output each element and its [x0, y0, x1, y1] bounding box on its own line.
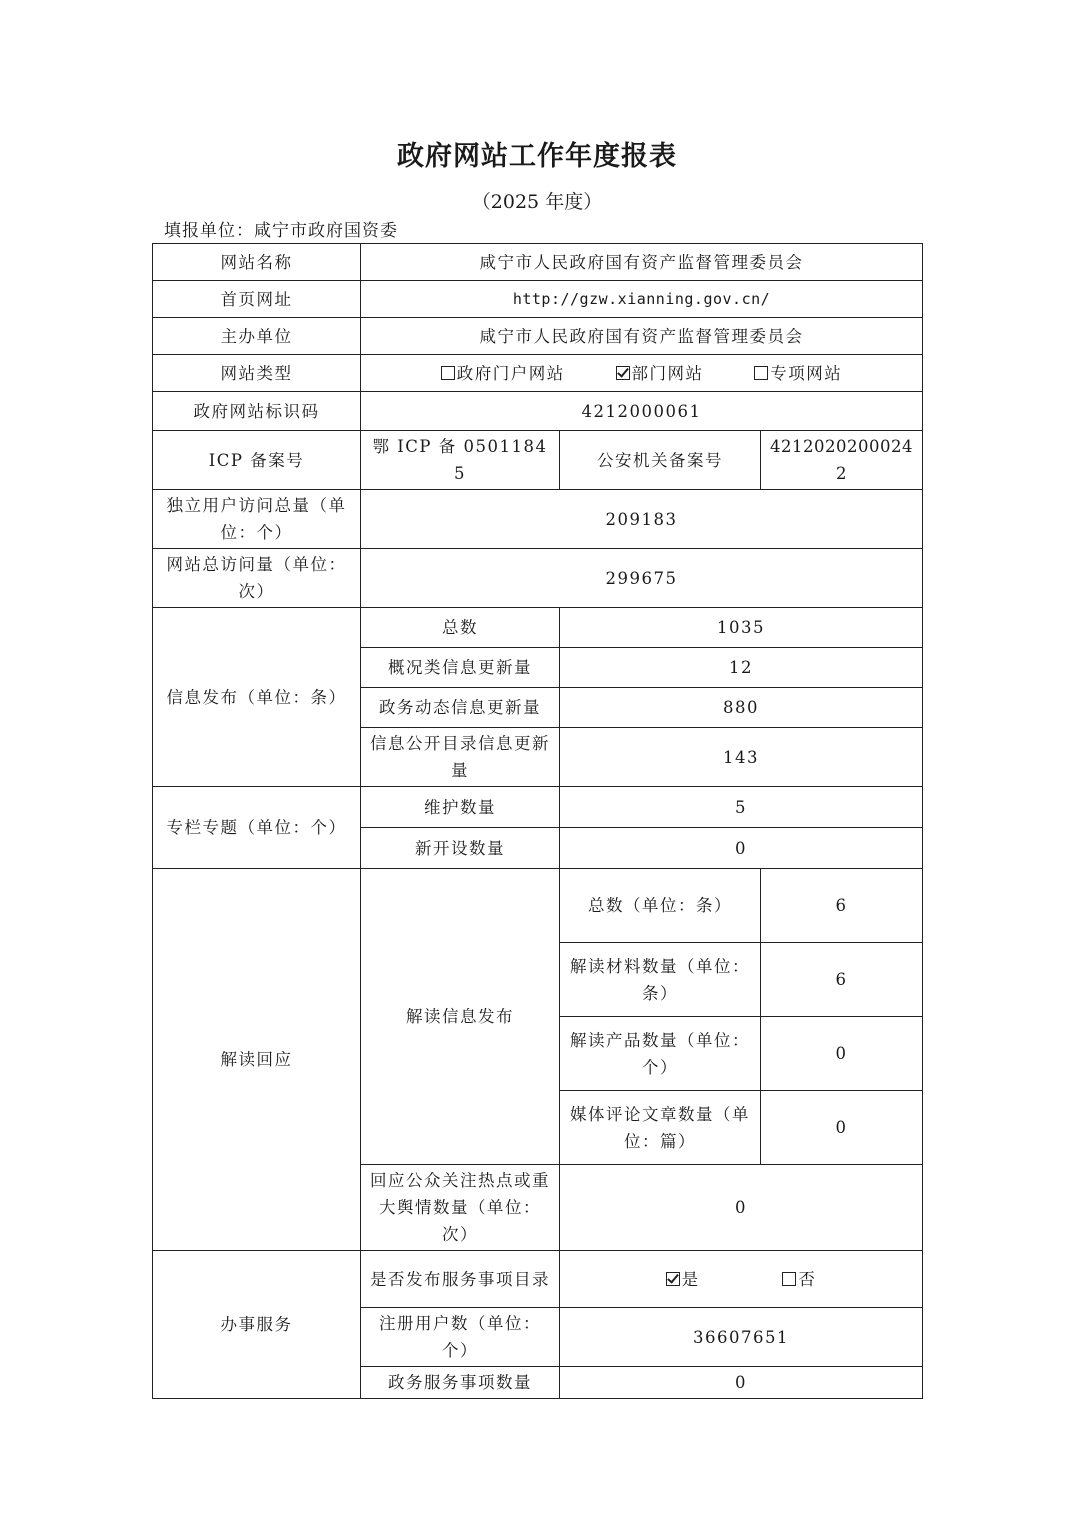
columns-item-label: 新开设数量 [361, 828, 560, 869]
report-table [152, 243, 923, 1399]
interpretation-item-label: 总数（单位：条） [560, 869, 761, 943]
table-row [153, 431, 923, 490]
registered-users-value: 36607651 [560, 1308, 923, 1367]
homepage-url: http://gzw.xianning.gov.cn/ [361, 281, 923, 318]
site-type-option-department[interactable] [616, 360, 704, 387]
checkbox-icon[interactable] [441, 366, 455, 380]
table-row [153, 318, 923, 355]
checked-checkbox-icon[interactable] [616, 366, 630, 380]
service-catalog-option-label: 否 [798, 1269, 817, 1289]
site-type-option-label: 部门网站 [631, 363, 704, 383]
homepage-label: 首页网址 [153, 281, 361, 318]
site-type-option-special[interactable] [754, 360, 842, 387]
info-release-item-label: 总数 [361, 608, 560, 648]
site-type-label: 网站类型 [153, 355, 361, 392]
site-code-value: 4212000061 [361, 392, 923, 431]
info-release-item-value: 143 [560, 728, 923, 787]
site-type-options [361, 355, 923, 392]
interpretation-item-label: 媒体评论文章数量（单位：篇） [560, 1091, 761, 1165]
sponsor-label: 主办单位 [153, 318, 361, 355]
interpretation-item-label: 解读材料数量（单位：条） [560, 943, 761, 1017]
interpretation-item-value: 0 [761, 1017, 923, 1091]
filing-unit: 填报单位：咸宁市政府国资委 [164, 221, 398, 241]
interpretation-sub-label: 解读信息发布 [361, 869, 560, 1165]
total-visits-label: 网站总访问量（单位：次） [153, 549, 361, 608]
site-name-value: 咸宁市人民政府国有资产监督管理委员会 [361, 244, 923, 281]
table-row [153, 392, 923, 431]
table-row [153, 608, 923, 648]
interpretation-item-value: 6 [761, 869, 923, 943]
service-catalog-option-yes[interactable] [666, 1266, 700, 1293]
checked-checkbox-icon[interactable] [666, 1272, 680, 1286]
info-release-item-label: 信息公开目录信息更新量 [361, 728, 560, 787]
checkbox-icon[interactable] [782, 1272, 796, 1286]
info-release-item-label: 政务动态信息更新量 [361, 688, 560, 728]
table-row [153, 490, 923, 549]
service-catalog-option-no[interactable] [782, 1266, 816, 1293]
sponsor-value: 咸宁市人民政府国有资产监督管理委员会 [361, 318, 923, 355]
service-catalog-options [560, 1251, 923, 1308]
services-label: 办事服务 [153, 1251, 361, 1399]
table-row [153, 244, 923, 281]
site-name-label: 网站名称 [153, 244, 361, 281]
report-title: 政府网站工作年度报表 [397, 141, 677, 172]
total-visits-value: 299675 [361, 549, 923, 608]
site-type-option-portal[interactable] [441, 360, 565, 387]
columns-label: 专栏专题（单位：个） [153, 787, 361, 869]
interpretation-item-label: 解读产品数量（单位：个） [560, 1017, 761, 1091]
service-items-label: 政务服务事项数量 [361, 1367, 560, 1399]
info-release-item-value: 12 [560, 648, 923, 688]
interpretation-label: 解读回应 [153, 869, 361, 1251]
table-row [153, 281, 923, 318]
response-label: 回应公众关注热点或重大舆情数量（单位：次） [361, 1165, 560, 1251]
table-row [153, 549, 923, 608]
table-row [153, 787, 923, 828]
columns-item-value: 5 [560, 787, 923, 828]
police-record-label: 公安机关备案号 [560, 431, 761, 490]
columns-item-label: 维护数量 [361, 787, 560, 828]
icp-value: 鄂 ICP 备 05011845 [361, 431, 560, 490]
table-row [153, 869, 923, 943]
table-row [153, 355, 923, 392]
report-year: （2025 年度） [471, 191, 603, 213]
info-release-label: 信息发布（单位：条） [153, 608, 361, 787]
response-value: 0 [560, 1165, 923, 1251]
info-release-item-value: 880 [560, 688, 923, 728]
site-type-option-label: 专项网站 [770, 363, 843, 383]
unique-visitors-label: 独立用户访问总量（单位：个） [153, 490, 361, 549]
interpretation-item-value: 0 [761, 1091, 923, 1165]
interpretation-item-value: 6 [761, 943, 923, 1017]
site-type-option-label: 政府门户网站 [456, 363, 565, 383]
icp-label: ICP 备案号 [153, 431, 361, 490]
info-release-item-value: 1035 [560, 608, 923, 648]
service-catalog-option-label: 是 [681, 1269, 700, 1289]
police-record-value: 42120202000242 [761, 431, 923, 490]
site-code-label: 政府网站标识码 [153, 392, 361, 431]
info-release-item-label: 概况类信息更新量 [361, 648, 560, 688]
registered-users-label: 注册用户数（单位：个） [361, 1308, 560, 1367]
table-row [153, 1251, 923, 1308]
service-catalog-label: 是否发布服务事项目录 [361, 1251, 560, 1308]
checkbox-icon[interactable] [754, 366, 768, 380]
unique-visitors-value: 209183 [361, 490, 923, 549]
service-items-value: 0 [560, 1367, 923, 1399]
columns-item-value: 0 [560, 828, 923, 869]
